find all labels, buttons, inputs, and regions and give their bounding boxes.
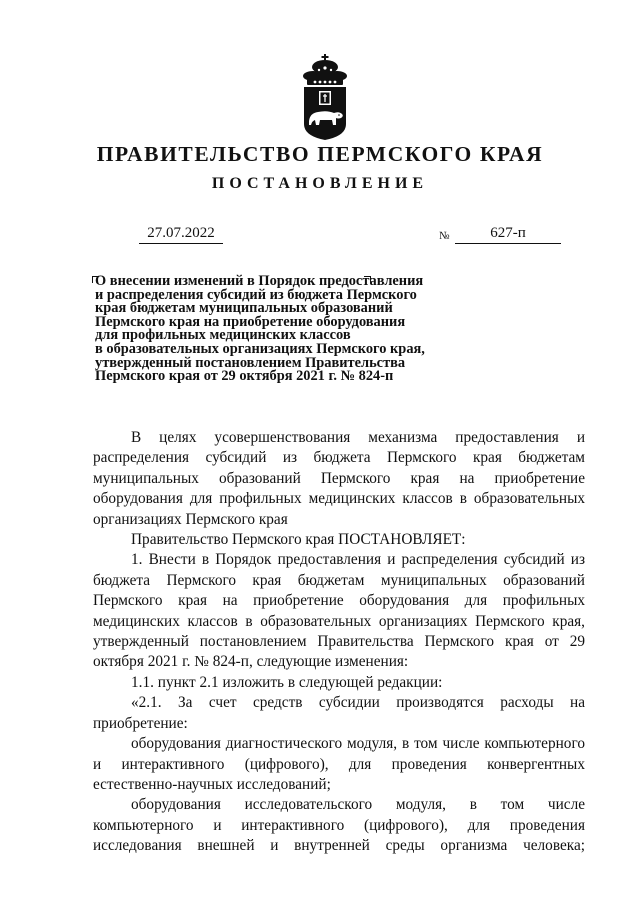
subject-line: края бюджетам муниципальных образований [95, 300, 393, 317]
subject-line: утвержденный постановлением Правительства [95, 354, 406, 371]
item-2-1-paragraph: «2.1. За счет средств субсидии производятся расходы на приобретение: [93, 694, 585, 732]
document-type: ПОСТАНОВЛЕНИЕ [211, 175, 429, 192]
government-title: ПРАВИТЕЛЬСТВО ПЕРМСКОГО КРАЯ [96, 142, 544, 166]
coat-of-arms-icon [300, 54, 350, 142]
subject-line: и распределения субсидий из бюджета Пермского [95, 286, 417, 303]
item-1-paragraph: 1. Внести в Порядок предоставления и распределения субсидий из бюджета Пермского края бюджетам муниципальных образований Пермского края на приобретение оборудования для профильных медицинских классов в образовательных организациях Пермского края, утвержденный постановлением Правительства Пермского края от 29 октября 2021 г. № 824-п, следующие изменения: [93, 551, 585, 671]
number-sign: № [439, 230, 450, 242]
document-body [93, 428, 585, 857]
subject-line: Пермского края на приобретение оборудования [95, 313, 406, 330]
bullet-diagnostic-module: оборудования диагностического модуля, в том числе компьютерного и интерактивного (цифрового), для проведения конвергентных естественно-научных исследований; [93, 735, 585, 793]
bullet-research-module: оборудования исследовательского модуля, в том числе компьютерного и интерактивного (цифрового), для проведения исследования внешней и внутренней среды организма человека; [93, 796, 585, 855]
document-subject [95, 275, 475, 384]
subject-line: О внесении изменений в Порядок предоставления [95, 273, 424, 289]
subject-line: Пермского края от 29 октября 2021 г. № 824-п [95, 368, 394, 385]
decree-paragraph: Правительство Пермского края ПОСТАНОВЛЯЕТ: [131, 531, 466, 549]
subject-line: в образовательных организациях Пермского края, [95, 340, 425, 357]
document-number: 627-п [455, 225, 561, 244]
subject-line: для профильных медицинских классов [95, 327, 351, 344]
preamble-paragraph: В целях усовершенствования механизма предоставления и распределения субсидий из бюджета Пермского края бюджетам муниципальных образований Пермского края на приобретение оборудования для профильных медицинских классов в образовательных организациях Пермского края [93, 429, 585, 528]
document-date: 27.07.2022 [139, 225, 223, 244]
item-1-1-paragraph: 1.1. пункт 2.1 изложить в следующей редакции: [131, 673, 443, 691]
